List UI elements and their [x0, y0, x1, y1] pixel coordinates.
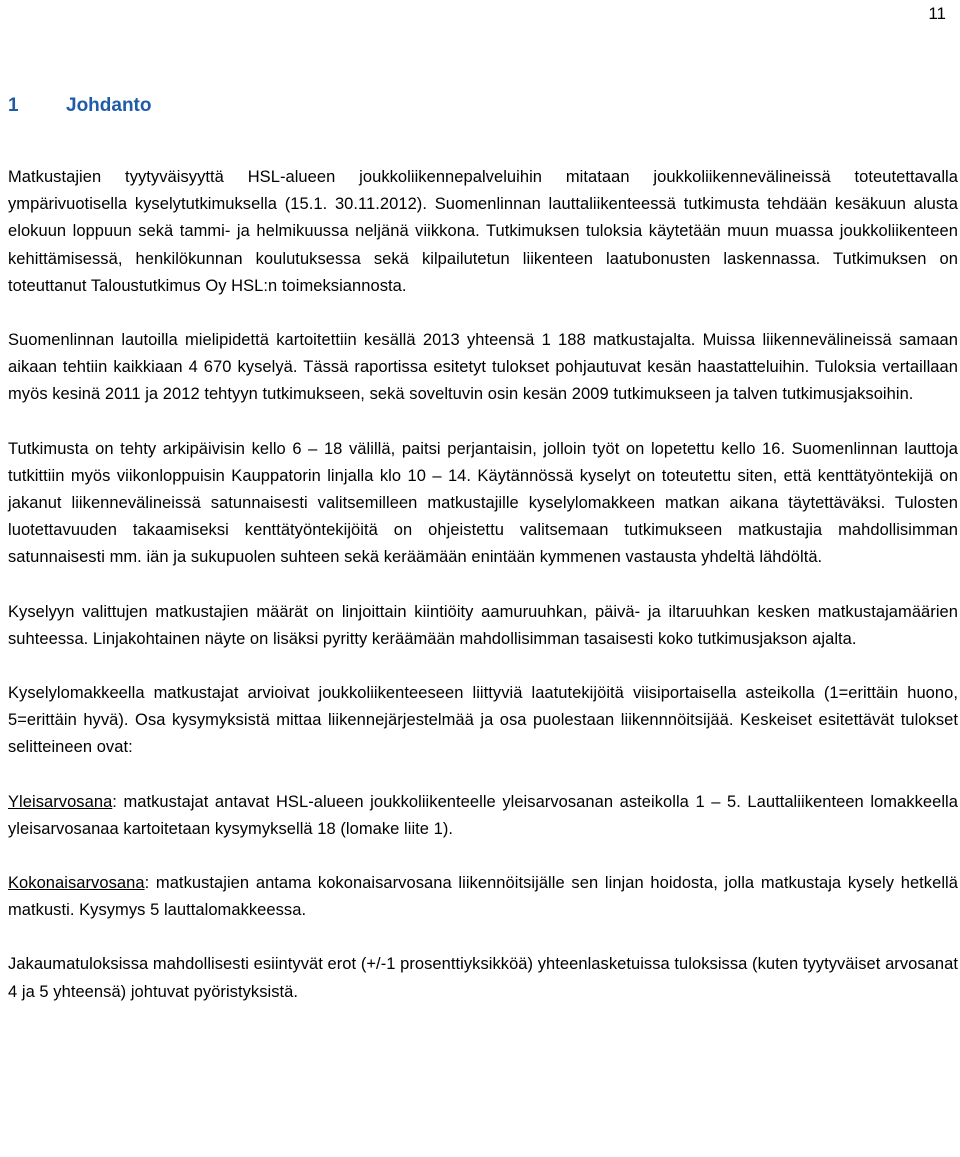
definition-kokonaisarvosana: : matkustajien antama kokonaisarvosana liikennöitsijälle sen linjan hoidosta, jolla matkustaja kysely hetkellä matkusti. Kysymys 5 lauttalomakkeessa.: [8, 874, 958, 920]
section-title: Johdanto: [66, 95, 152, 116]
section-number: 1: [8, 95, 19, 116]
section-heading: [8, 92, 152, 120]
paragraph-method: Tutkimusta on tehty arkipäivisin kello 6 – 18 välillä, paitsi perjantaisin, jolloin työt on lopetettu kello 16. Suomenlinnan lauttoja tutkittiin myös viikonloppuisin Kauppatorin linjalla klo 10 – 14. Käytännössä kyselyt on toteutettu siten, että kenttätyöntekijä on jakanut liikennevälineissä satunnaisesti valitsemilleen matkustajille kyselylomakkeen matkan aikana täytettäväksi. Tulosten luotettavuuden takaamiseksi kenttätyöntekijöitä on ohjeistettu valitsemaan tutkimukseen matkustajia mahdollisimman satunnaisesti mm. iän ja sukupuolen suhteen sekä keräämään enintään kymmenen vastausta yhdeltä lähdöltä.: [8, 439, 958, 567]
term-kokonaisarvosana: Kokonaisarvosana: [8, 874, 145, 893]
body-text: [8, 164, 958, 1033]
paragraph-definition-general: [8, 789, 958, 843]
paragraph-intro: Matkustajien tyytyväisyyttä HSL-alueen joukkoliikennepalveluihin mitataan joukkoliikennevälineissä toteutettavalla ympärivuotisella kyselytutkimuksella (15.1. 30.11.2012). Suomenlinnan lauttaliikenteessä tutkimusta tehdään kesäkuun alusta elokuun loppuun sekä tammi- ja helmikuussa neljänä viikkona. Tutkimuksen tuloksia käytetään muun muassa joukkoliikenteen kehittämisessä, henkilökunnan koulutuksessa sekä kilpailutetun liikenteen laatubonusten laskennassa. Tutkimuksen on toteuttanut Taloustutkimus Oy HSL:n toimeksiannosta.: [8, 168, 958, 295]
paragraph-sample: Suomenlinnan lautoilla mielipidettä kartoitettiin kesällä 2013 yhteensä 1 188 matkustajalta. Muissa liikennevälineissä samaan aikaan tehtiin kaikkiaan 4 670 kyselyä. Tässä raportissa esitetyt tulokset pohjautuvat kesän haastatteluihin. Tuloksia vertaillaan myös kesinä 2011 ja 2012 tehtyyn tutkimukseen, sekä soveltuvin osin kesän 2009 tutkimukseen ja talven tutkimusjaksoihin.: [8, 331, 958, 404]
page-number: 11: [928, 4, 946, 23]
definition-yleisarvosana: : matkustajat antavat HSL-alueen joukkoliikenteelle yleisarvosanan asteikolla 1 – 5. Lauttaliikenteen lomakkeella yleisarvosanaa kartoitetaan kysymyksellä 18 (lomake liite 1).: [8, 792, 958, 838]
term-yleisarvosana: Yleisarvosana: [8, 792, 113, 811]
paragraph-questionnaire: Kyselylomakkeella matkustajat arvioivat joukkoliikenteeseen liittyviä laatutekijöitä viisiportaisella asteikolla (1=erittäin huono, 5=erittäin hyvä). Osa kysymyksistä mittaa liikennejärjestelmää ja osa puolestaan liikennnöitsijää. Keskeiset esitettävät tulokset selitteineen ovat:: [8, 684, 958, 757]
paragraph-rounding: Jakaumatuloksissa mahdollisesti esiintyvät erot (+/-1 prosenttiyksikköä) yhteenlasketuissa tuloksissa (kuten tyytyväiset arvosanat 4 ja 5 yhteensä) johtuvat pyöristyksistä.: [8, 955, 958, 1001]
paragraph-quota: Kyselyyn valittujen matkustajien määrät on linjoittain kiintiöity aamuruuhkan, päivä- ja iltaruuhkan kesken matkustajamäärien suhteessa. Linjakohtainen näyte on lisäksi pyritty keräämään mahdollisimman tasaisesti koko tutkimusjakson ajalta.: [8, 602, 958, 648]
paragraph-definition-overall: [8, 870, 958, 924]
